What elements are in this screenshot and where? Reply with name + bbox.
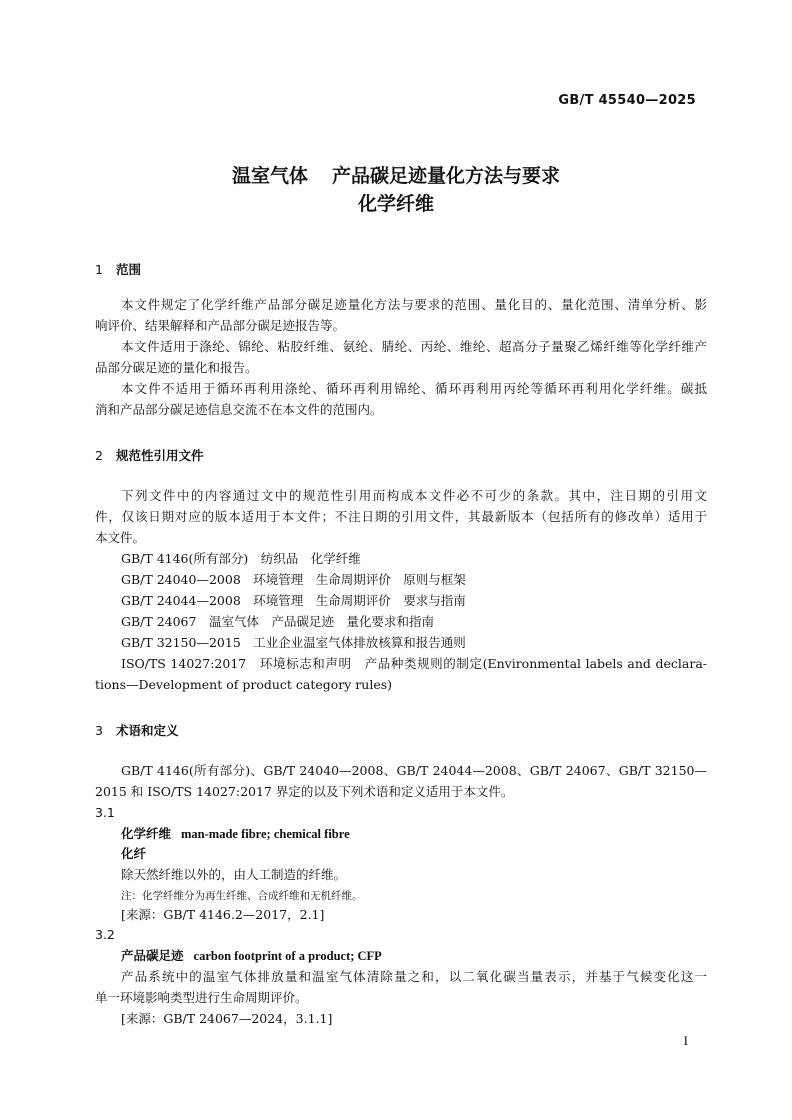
s1-p2-line2: 品部分碳足迹的量化和报告。 [95, 360, 258, 375]
document-title-line2: 化学纤维 [357, 193, 434, 215]
term-number: 3.2 [95, 927, 115, 942]
section-1-heading [95, 260, 141, 278]
section-title: 术语和定义 [116, 723, 179, 738]
reference-item: GB/T 4146(所有部分) 纺织品 化学纤维 [121, 551, 361, 566]
term-number: 3.1 [95, 805, 115, 820]
term-1-source: [来源：GB/T 4146.2—2017，2.1] [121, 907, 325, 922]
s1-p1-line1: 本文件规定了化学纤维产品部分碳足迹量化方法与要求的范围、量化目的、量化范围、清单分析、影 [121, 297, 707, 312]
term-1-definition: 除天然纤维以外的，由人工制造的纤维。 [121, 867, 347, 882]
reference-item: GB/T 24040—2008 环境管理 生命周期评价 原则与框架 [121, 572, 466, 587]
page-number: I [683, 1033, 688, 1048]
standard-code: GB/T 45540—2025 [558, 93, 696, 108]
document-title-line1 [0, 161, 792, 188]
term-zh: 产品碳足迹 [121, 948, 184, 963]
section-number: 3 [95, 723, 103, 738]
term-en: carbon footprint of a product; CFP [193, 949, 382, 963]
s1-p3-line2: 消和产品部分碳足迹信息交流不在本文件的范围内。 [95, 402, 383, 417]
s2-p1-line3: 本文件。 [95, 530, 146, 545]
title-part2: 产品碳足迹量化方法与要求 [332, 165, 561, 187]
s3-p1-line2: 2015 和 ISO/TS 14027:2017 界定的以及下列术语和定义适用于本文件。 [95, 784, 514, 799]
term-1-heading [121, 826, 350, 842]
term-zh: 化学纤维 [121, 826, 172, 841]
s1-p1-line2: 响评价、结果解释和产品部分碳足迹报告等。 [95, 318, 346, 333]
term-1-alt: 化纤 [121, 846, 147, 861]
section-title: 规范性引用文件 [116, 448, 204, 463]
s2-p1-line2: 件，仅该日期对应的版本适用于本文件；不注日期的引用文件，其最新版本（包括所有的修改单）适用于 [95, 509, 707, 524]
section-title: 范围 [116, 262, 142, 277]
title-part1: 温室气体 [231, 165, 308, 187]
reference-item: GB/T 24067 温室气体 产品碳足迹 量化要求和指南 [121, 614, 434, 629]
s3-p1-line1: GB/T 4146(所有部分)、GB/T 24040—2008、GB/T 24044—2008、GB/T 24067、GB/T 32150— [121, 763, 707, 778]
reference-item-iso-line2: tions—Development of product category rules) [95, 677, 393, 692]
section-2-heading [95, 446, 204, 464]
s2-p1-line1: 下列文件中的内容通过文中的规范性引用而构成本文件必不可少的条款。其中，注日期的引用文 [121, 488, 707, 503]
term-2-source: [来源：GB/T 24067—2024，3.1.1] [121, 1011, 333, 1026]
section-number: 1 [95, 262, 103, 277]
s1-p3-line1: 本文件不适用于循环再利用涤纶、循环再利用锦纶、循环再利用丙纶等循环再利用化学纤维。碳抵 [121, 381, 707, 396]
term-2-definition-line2: 单一环境影响类型进行生命周期评价。 [95, 990, 308, 1005]
section-number: 2 [95, 448, 103, 463]
term-1-note: 注：化学纤维分为再生纤维、合成纤维和无机纤维。 [121, 890, 363, 902]
term-2-heading [121, 948, 382, 964]
reference-item: GB/T 24044—2008 环境管理 生命周期评价 要求与指南 [121, 593, 466, 608]
term-2-definition-line1: 产品系统中的温室气体排放量和温室气体清除量之和，以二氧化碳当量表示，并基于气候变化这一 [121, 969, 707, 984]
reference-item-iso-line1: ISO/TS 14027:2017 环境标志和声明 产品种类规则的制定(Environmental labels and declara- [121, 656, 707, 671]
term-en: man-made fibre; chemical fibre [181, 827, 350, 841]
s1-p2-line1: 本文件适用于涤纶、锦纶、粘胶纤维、氨纶、腈纶、丙纶、维纶、超高分子量聚乙烯纤维等化学纤维产 [121, 339, 707, 354]
reference-item: GB/T 32150—2015 工业企业温室气体排放核算和报告通则 [121, 635, 466, 650]
section-3-heading [95, 721, 179, 739]
